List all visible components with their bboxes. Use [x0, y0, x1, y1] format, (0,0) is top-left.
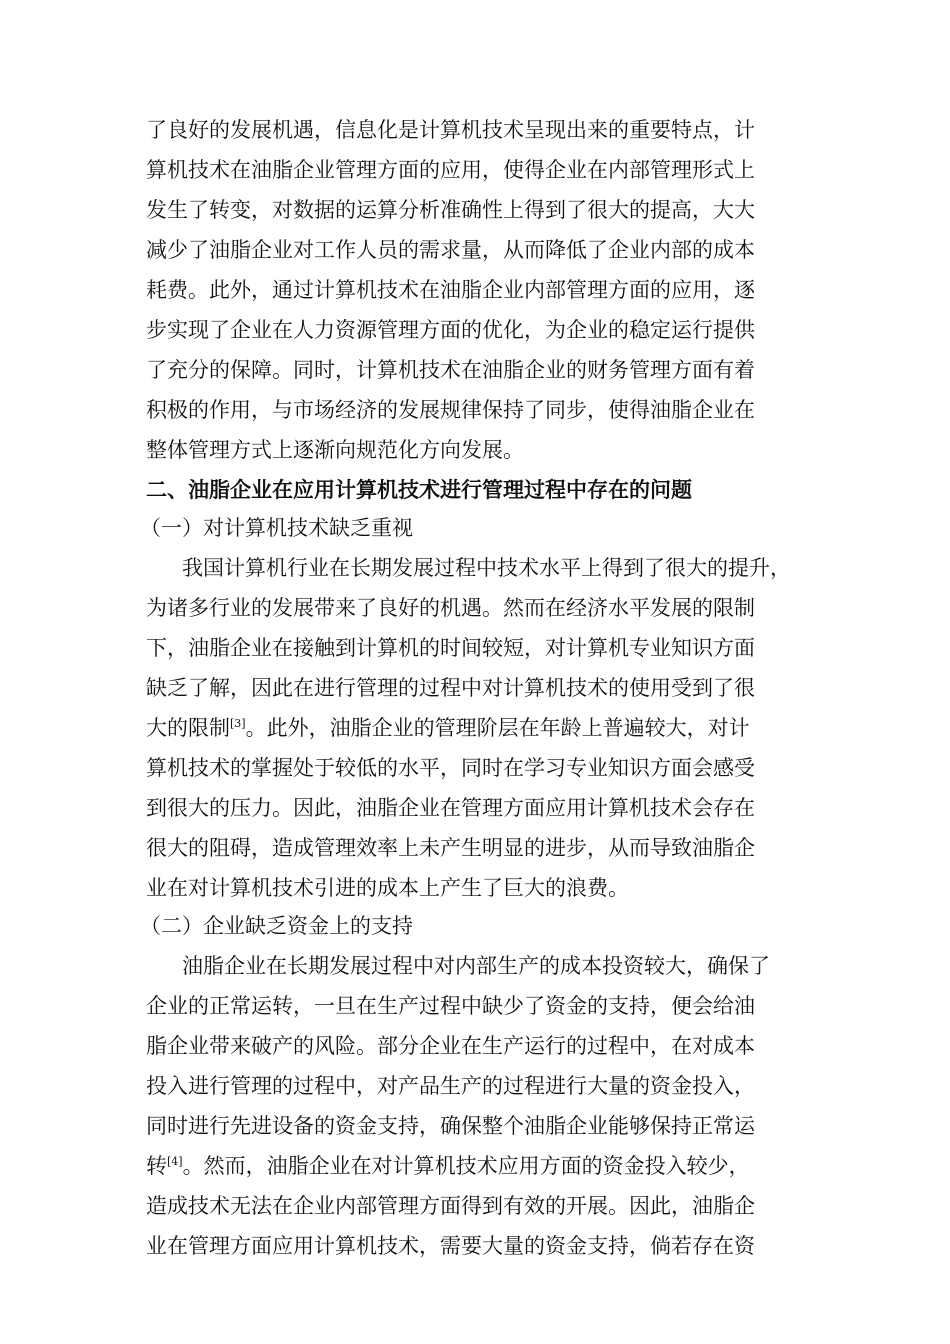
- paragraph-line: 耗费。此外，通过计算机技术在油脂企业内部管理方面的应用，逐: [146, 278, 755, 302]
- section-heading: 二、油脂企业在应用计算机技术进行管理过程中存在的问题: [146, 478, 692, 502]
- paragraph-line: 投入进行管理的过程中，对产品生产的过程进行大量的资金投入，: [146, 1074, 755, 1098]
- paragraph-line: 很大的阻碍，造成管理效率上未产生明显的进步，从而导致油脂企: [146, 836, 755, 860]
- citation-ref: [4]: [167, 1155, 183, 1168]
- paragraph-line: 缺乏了解，因此在进行管理的过程中对计算机技术的使用受到了很: [146, 676, 755, 700]
- paragraph-line: 造成技术无法在企业内部管理方面得到有效的开展。因此，油脂企: [146, 1194, 755, 1218]
- text-segment: 。然而，油脂企业在对计算机技术应用方面的资金投入较少，: [182, 1154, 750, 1178]
- paragraph-line: 到很大的压力。因此，油脂企业在管理方面应用计算机技术会存在: [146, 796, 755, 820]
- paragraph-line: 油脂企业在长期发展过程中对内部生产的成本投资较大，确保了: [182, 954, 770, 978]
- paragraph-line: 业在管理方面应用计算机技术，需要大量的资金支持，倘若存在资: [146, 1234, 755, 1258]
- paragraph-line: 积极的作用，与市场经济的发展规律保持了同步，使得油脂企业在: [146, 398, 755, 422]
- paragraph-line: 业在对计算机技术引进的成本上产生了巨大的浪费。: [146, 876, 629, 900]
- citation-ref: [3]: [230, 717, 246, 730]
- paragraph-line: 为诸多行业的发展带来了良好的机遇。然而在经济水平发展的限制: [146, 596, 755, 620]
- text-segment: 大的限制: [146, 716, 230, 740]
- paragraph-line: 步实现了企业在人力资源管理方面的优化，为企业的稳定运行提供: [146, 318, 755, 342]
- paragraph-line: 算机技术的掌握处于较低的水平，同时在学习专业知识方面会感受: [146, 756, 755, 780]
- paragraph-line: 企业的正常运转，一旦在生产过程中缺少了资金的支持，便会给油: [146, 994, 755, 1018]
- paragraph-line: 发生了转变，对数据的运算分析准确性上得到了很大的提高，大大: [146, 198, 755, 222]
- paragraph-line: 了充分的保障。同时，计算机技术在油脂企业的财务管理方面有着: [146, 358, 755, 382]
- subsection-heading: （二）企业缺乏资金上的支持: [140, 914, 413, 938]
- paragraph-line: 同时进行先进设备的资金支持，确保整个油脂企业能够保持正常运: [146, 1114, 755, 1138]
- text-segment: 转: [146, 1154, 167, 1178]
- paragraph-line: 我国计算机行业在长期发展过程中技术水平上得到了很大的提升，: [182, 556, 791, 580]
- paragraph-line: 了良好的发展机遇，信息化是计算机技术呈现出来的重要特点，计: [146, 118, 755, 142]
- paragraph-line: 下，油脂企业在接触到计算机的时间较短，对计算机专业知识方面: [146, 636, 755, 660]
- paragraph-line: 减少了油脂企业对工作人员的需求量，从而降低了企业内部的成本: [146, 238, 755, 262]
- paragraph-line: [146, 1151, 750, 1181]
- paragraph-line: 整体管理方式上逐渐向规范化方向发展。: [146, 438, 524, 462]
- text-segment: 。此外，油脂企业的管理阶层在年龄上普遍较大，对计: [245, 716, 750, 740]
- paragraph-line: [146, 713, 750, 743]
- paragraph-line: 算机技术在油脂企业管理方面的应用，使得企业在内部管理形式上: [146, 158, 755, 182]
- subsection-heading: （一）对计算机技术缺乏重视: [140, 516, 413, 540]
- paragraph-line: 脂企业带来破产的风险。部分企业在生产运行的过程中，在对成本: [146, 1034, 755, 1058]
